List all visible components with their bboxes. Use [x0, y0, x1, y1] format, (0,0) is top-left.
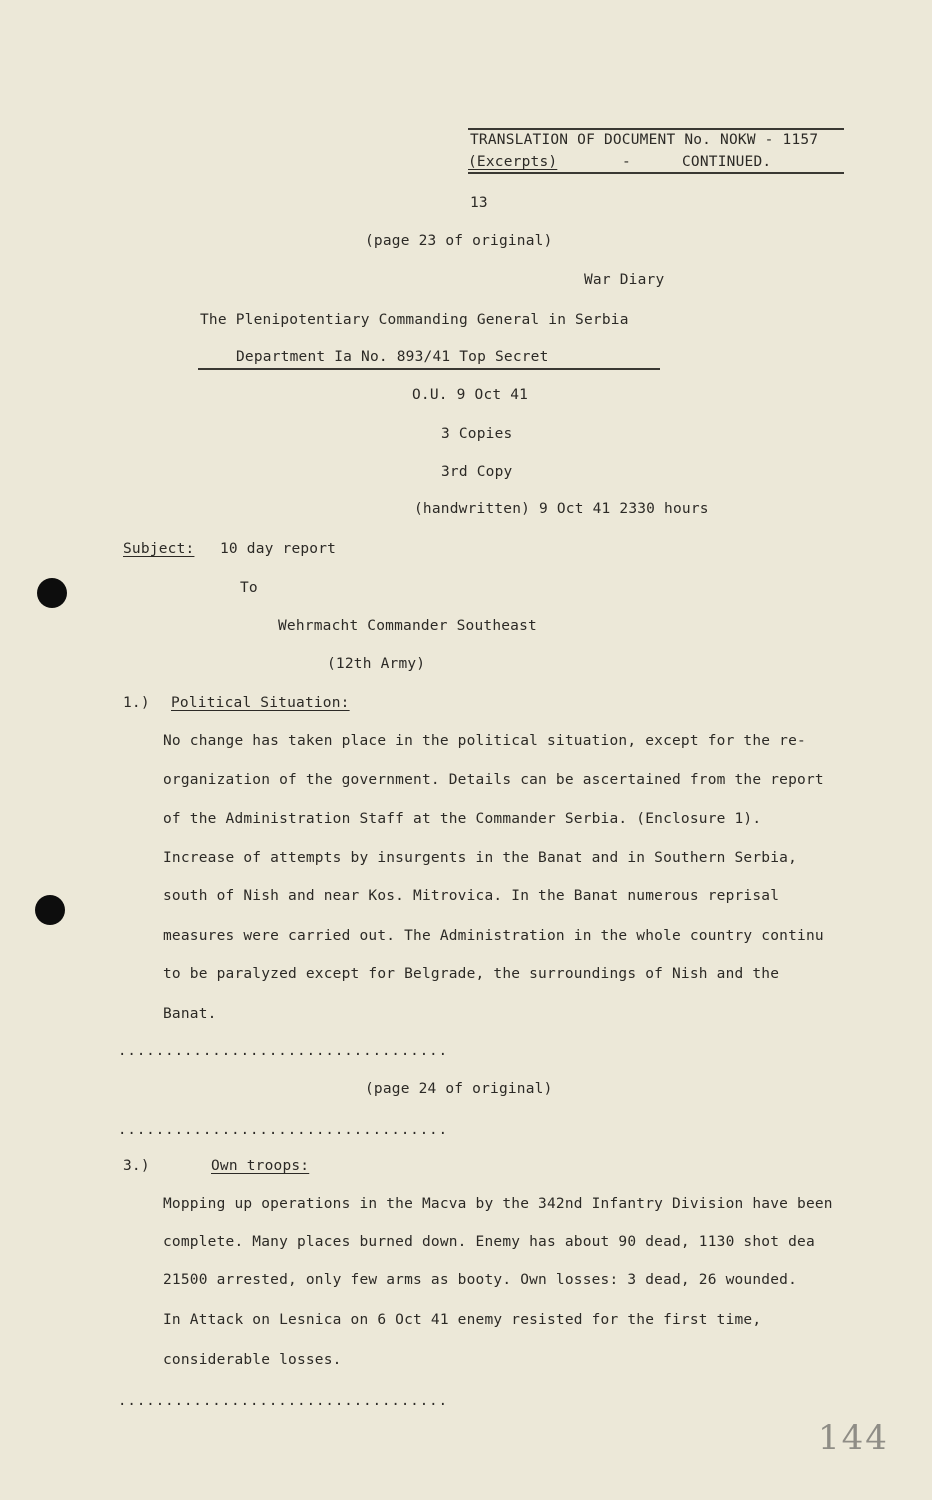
copy-number: 3rd Copy	[441, 464, 513, 480]
page-reference-1: (page 23 of original)	[365, 233, 553, 249]
header-rule-top	[468, 128, 844, 130]
section-1-line: Banat.	[163, 1006, 217, 1022]
section-1-title: Political Situation:	[171, 695, 350, 711]
section-1-number: 1.)	[123, 695, 150, 711]
section-3-title: Own troops:	[211, 1158, 310, 1174]
header-continued: CONTINUED.	[682, 154, 772, 170]
section-1-line: to be paralyzed except for Belgrade, the surroundings of Nish and the	[163, 966, 780, 982]
section-3-line: considerable losses.	[163, 1352, 342, 1368]
recipient-unit: (12th Army)	[327, 656, 426, 672]
header-dash: -	[622, 154, 631, 170]
department-underline	[198, 368, 660, 370]
section-3-line: In Attack on Lesnica on 6 Oct 41 enemy resisted for the first time,	[163, 1312, 762, 1328]
to-label: To	[240, 580, 258, 596]
handwritten-page-number: 144	[818, 1418, 889, 1458]
recipient: Wehrmacht Commander Southeast	[278, 618, 537, 634]
separator-3: ...................................	[118, 1393, 449, 1409]
section-3-line: 21500 arrested, only few arms as booty. Own losses: 3 dead, 26 wounded.	[163, 1272, 798, 1288]
header-rule-bottom	[468, 172, 844, 174]
section-3-number: 3.)	[123, 1158, 150, 1174]
section-1-line: organization of the government. Details can be ascertained from the report	[163, 772, 824, 788]
subject-text: 10 day report	[220, 541, 337, 557]
department-line: Department Ia No. 893/41 Top Secret	[236, 349, 549, 365]
section-1-line: measures were carried out. The Administration in the whole country continu	[163, 928, 824, 944]
subject-label: Subject:	[123, 541, 195, 557]
punch-hole-bottom	[35, 895, 65, 925]
header-excerpts: (Excerpts)	[468, 154, 558, 170]
section-1-line: south of Nish and near Kos. Mitrovica. In the Banat numerous reprisal	[163, 888, 780, 904]
ou-date: O.U. 9 Oct 41	[412, 387, 529, 403]
header-title: TRANSLATION OF DOCUMENT No. NOKW - 1157	[470, 132, 819, 148]
issuer-line: The Plenipotentiary Commanding General in Serbia	[200, 312, 629, 328]
copies-count: 3 Copies	[441, 426, 513, 442]
separator-2: ...................................	[118, 1122, 449, 1138]
war-diary-label: War Diary	[584, 272, 665, 288]
punch-hole-top	[37, 578, 67, 608]
section-1-line: of the Administration Staff at the Commander Serbia. (Enclosure 1).	[163, 811, 762, 827]
separator-1: ...................................	[118, 1043, 449, 1059]
document-number: 13	[470, 195, 488, 211]
page-reference-2: (page 24 of original)	[365, 1081, 553, 1097]
section-3-line: complete. Many places burned down. Enemy has about 90 dead, 1130 shot dea	[163, 1234, 815, 1250]
section-1-line: Increase of attempts by insurgents in the Banat and in Southern Serbia,	[163, 850, 798, 866]
handwritten-timestamp: (handwritten) 9 Oct 41 2330 hours	[414, 501, 709, 517]
section-1-line: No change has taken place in the political situation, except for the re-	[163, 733, 806, 749]
section-3-line: Mopping up operations in the Macva by the 342nd Infantry Division have been	[163, 1196, 833, 1212]
